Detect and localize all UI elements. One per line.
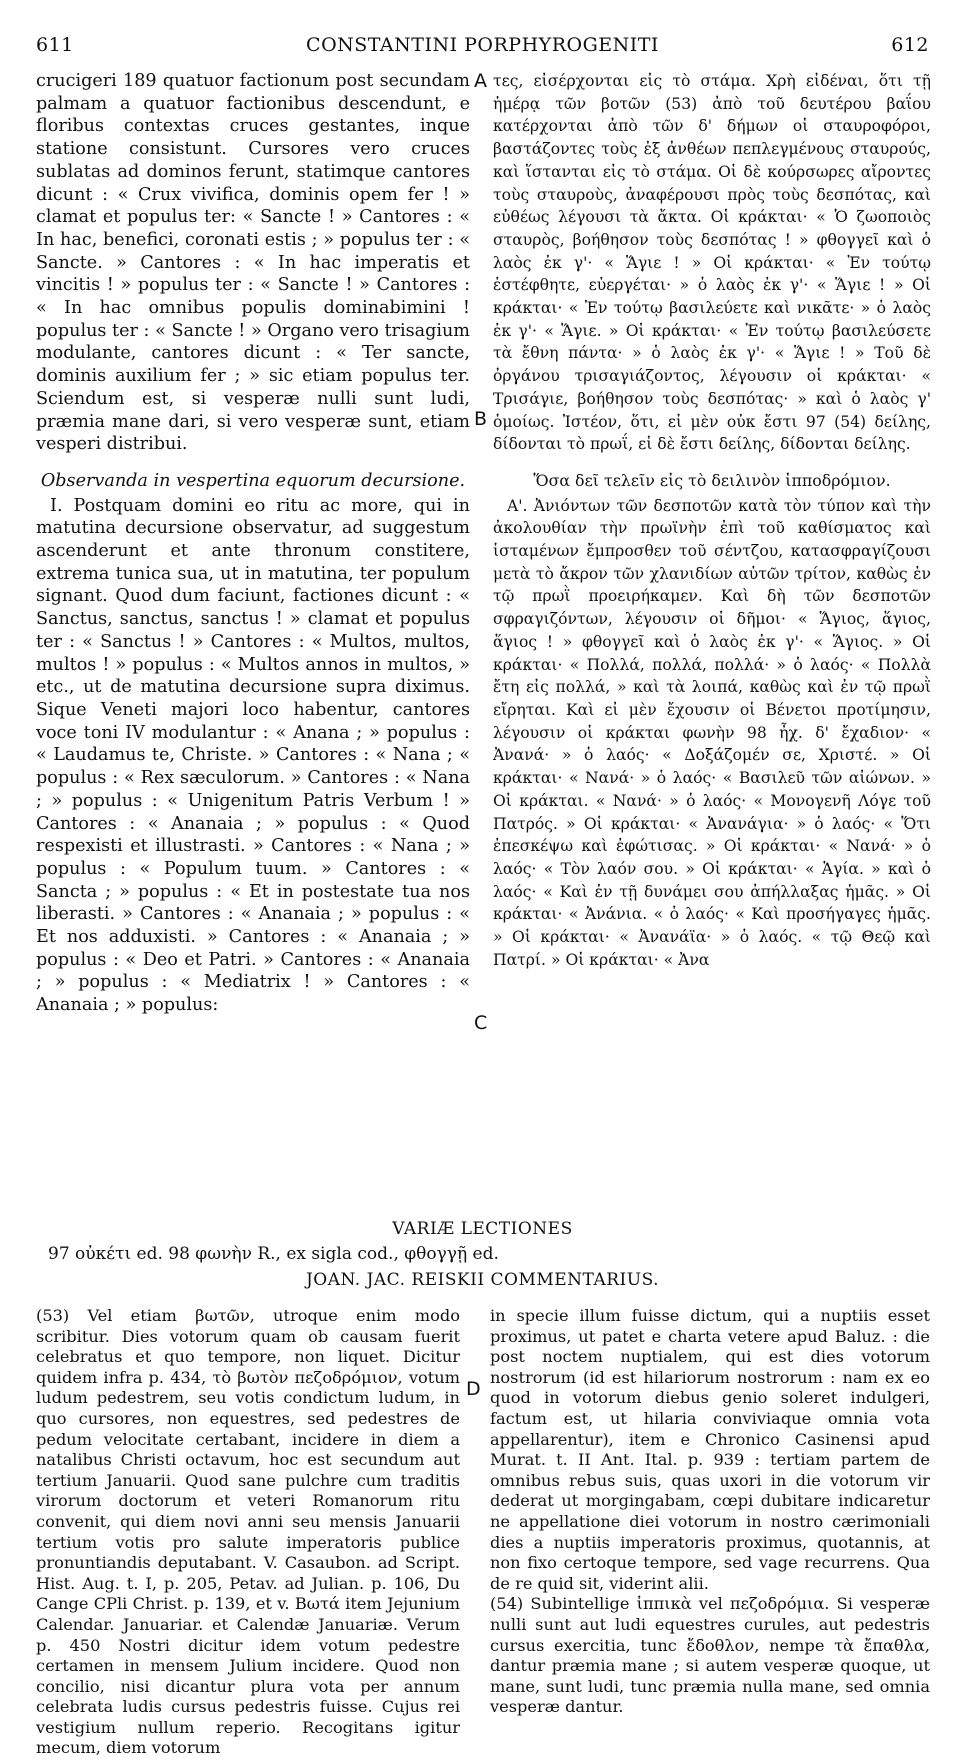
commentary-left-column: [36, 1306, 460, 1759]
latin-section-title: Observanda in vespertina equorum decursione.: [40, 470, 466, 491]
greek-column: [493, 70, 931, 971]
margin-marker-d: D: [466, 1378, 481, 1400]
latin-paragraph-1: crucigeri 189 quatuor factionum post secundam palmam a quatuor factionibus descendunt, e floribus contextas cruces gestantes, inque statione consistunt. Cursores vero cruces sublatas ad dominos ferunt, statimque cantores dicunt : « Crux vivifica, dominis opem fer ! » clamat et populus ter: « Sancte ! » Cantores : « In hac, benefici, coronati estis ; » populus ter : « Sancte. » Cantores : « In hac imperatis et vincitis ! » populus ter : « Sancte ! » Cantores : « In hac omnibus populis dominabimini ! populus ter : « Sancte ! » Organo vero trisagium modulante, cantores dicunt : « Ter sancte, dominis auxilium fer ; » sic etiam populus ter. Sciendum est, si vesperæ nulli sunt ludi, præmia mane dari, si vero vesperæ sunt, etiam vesperi distribui.: [36, 71, 470, 455]
commentary-title: JOAN. JAC. REISKII COMMENTARIUS.: [305, 1270, 660, 1290]
page-number-right: 612: [891, 34, 929, 56]
margin-marker-a: A: [474, 70, 487, 92]
page-number-left: 611: [36, 34, 74, 56]
commentary-note-53-continued: in specie illum fuisse dictum, qui a nuptiis esset proximus, ut patet e charta vetere apud Baluz. : die post noctem nuptialem, qui est dies votorum nostrorum (id est hilariorum nostrorum : nam ex eo quod in votorum diebus genio soleret indulgeri, factum est, ut hilaria conviviaque omnia vota appellarentur), item e Chronico Casinensi apud Murat. t. II Ant. Ital. p. 939 : tertiam partem de omnibus rebus suis, quas uxori in die votorum vir dederat ut morgingabam, cœpi dubitare indicaretur ne appellatione diei votorum in nostro cærimoniali dies a nuptiis imperatoris proximus, quotannis, at non fixo certoque tempore, sed vage recurrens. Qua de re quid sit, viderint alii.: [490, 1306, 930, 1593]
commentary-note-54: (54) Subintellige ἱππικὰ vel πεζοδρόμια. Si vesperæ nulli sunt aut ludi equestres curules, aut pedestris cursus exercitia, tunc ἔδοθλον, nempe τὰ ἔπαθλα, dantur præmia mane ; si autem vesperæ quoque, ut mane, sunt ludi, tunc præmia nulla mane, sed omnia vesperæ dantur.: [490, 1594, 930, 1717]
latin-paragraph-2: I. Postquam domini eo ritu ac more, qui in matutina decursione observatur, ad suggestum ascenderunt et ante thronum constitere, extrema tunica sua, ut in matutina, ter populum signant. Quod dum faciunt, factiones dicunt : « Sanctus, sanctus, sanctus ! » clamat et populus ter : « Sanctus ! » Cantores : « Multos, multos, multos ! » populus : « Multos annos in multos, » etc., ut de matutina decursione supra diximus. Sique Veneti majori loco habentur, cantores voce toni IV modulantur : « Anana ; » populus : « Laudamus te, Christe. » Cantores : « Nana ; « populus : « Rex sæculorum. » Cantores : « Nana ; » populus : « Unigenitum Patris Verbum ! » Cantores : « Ananaia ; » populus : « Quod respexisti et illustrasti. » Cantores : « Nana ; » populus : « Populum tuum. » Cantores : « Sancta ; » populus : « Et in postestate tua nos liberasti. » Cantores : « Ananaia ; » populus : « Et nos adduxisti. » Cantores : « Ananaia ; » populus : « Deo et Patri. » Cantores : « Ananaia ; » populus : « Mediatrix ! » Cantores : « Ananaia ; » populus:: [36, 495, 470, 1016]
variae-title: VARIÆ LECTIONES: [392, 1219, 573, 1239]
commentary-right-column: [490, 1306, 930, 1718]
greek-paragraph-2: Α'. Ἀνιόντων τῶν δεσποτῶν κατὰ τὸν τύπον καὶ τὴν ἀκολουθίαν τὴν πρωϊνὴν ἐπὶ τοῦ καθίσματος καὶ ἱσταμένων ἔμπροσθεν τοῦ σέντζου, κατασφραγίζουσι μετὰ τὸ ἄκρον τῶν χλανιδίων αὐτῶν τρίτον, καθὼς ἐν τῷ πρωῒ προειρήκαμεν. Καὶ δὴ τῶν δεσποτῶν σφραγιζόντων, λέγουσιν οἱ δῆμοι· « Ἅγιος, ἅγιος, ἅγιος ! » φθογγεῖ καὶ ὁ λαὸς ἐκ γ'· « Ἅγιος. » Οἱ κράκται· « Πολλά, πολλά, πολλά· » ὁ λαός· « Πολλὰ ἔτη εἰς πολλά, » καὶ τὰ λοιπά, καθὼς καὶ ἐν τῷ πρωῒ εἴρηται. Καὶ εἰ μὲν ἔχουσιν οἱ Βένετοι προτίμησιν, λέγουσιν οἱ κράκται φωνὴν 98 ἦχ. δ' ἔχαδιον· « Ἀνανά· » ὁ λαός· « Δοξάζομέν σε, Χριστέ. » Οἱ κράκται· « Νανά· » ὁ λαός· « Βασιλεῦ τῶν αἰώνων. » Οἱ κράκται. « Νανά· » ὁ λαός· « Μονογενῆ Λόγε τοῦ Πατρός. » Οἱ κράκται· « Ἀνανάγια· » ὁ λαός· « Ὅτι ἐπεσκέψω καὶ ἐφώτισας. » Οἱ κράκται· « Νανά· » ὁ λαός· « Τὸν λαόν σου. » Οἱ κράκται· « Ἁγία. » καὶ ὁ λαός· « Καὶ ἐν τῇ δυνάμει σου ἀπήλλαξας ἡμᾶς. » Οἱ κράκται· « Ἀνάνια. « ὁ λαός· « Καὶ προσήγαγες ἡμᾶς. » Οἱ κράκται· « Ἀνανάϊα· » ὁ λαός. « τῷ Θεῷ καὶ Πατρί. » Οἱ κράκται· « Ἀνα: [493, 496, 931, 969]
greek-section-title: Ὅσα δεῖ τελεῖν εἰς τὸ δειλινὸν ἱπποδρόμιον.: [533, 470, 891, 490]
variae-text: 97 οὐκέτι ed. 98 φωνὴν R., ex sigla cod., φθογγῇ ed.: [48, 1244, 499, 1264]
latin-column: [36, 70, 470, 1017]
margin-marker-b: B: [474, 408, 488, 430]
margin-marker-c: C: [474, 1012, 488, 1034]
commentary-note-53: (53) Vel etiam βωτῶν, utroque enim modo scribitur. Dies votorum quam ob causam fuerit celebratus et quo tempore, non liquet. Dicitur quidem infra p. 434, τὸ βωτὸν πεζοδρόμιον, votum ludum pedestrem, seu votis condictum ludum, in quo cursores, non equestres, sed pedestres de pedum velocitate certabant, incidere in diem a natalibus Christi octavum, hoc est secundum aut tertium Januarii. Quod sane pulchre cum traditis virorum doctorum et veteri Romanorum ritu convenit, qui diem novi anni seu mensis Januarii tertium votis pro salute imperatoris publice pronuntiandis deputabant. V. Casaubon. ad Script. Hist. Aug. t. I, p. 205, Petav. ad Julian. p. 106, Du Cange CPli Christ. p. 139, et v. Βωτά item Jejunium Calendar. Januariar. et Calendæ Januariæ. Verum p. 450 Nostri dicitur idem votum pedestre certamen in mensem Julium incidere. Quod non concilio, nisi dicantur plura vota per annum celebrata ludis cursus pedestris fuisse. Cujus rei vestigium nullum reperio. Recogitans igitur mecum, diem votorum: [36, 1306, 460, 1758]
greek-paragraph-1: τες, εἰσέρχονται εἰς τὸ στάμα. Χρὴ εἰδέναι, ὅτι τῇ ἡμέρᾳ τῶν βοτῶν (53) ἀπὸ τοῦ δευτέρου βαΐου κατέρχονται ἀπὸ τῶν δ' δήμων οἱ σταυροφόροι, βαστάζοντες τοὺς ἐξ ἀνθέων πεπλεγμένους σταυρούς, καὶ ἵστανται εἰς τὸ στάμα. Οἱ δὲ κούρσωρες αἴροντες τοὺς σταυροὺς, ἀναφέρουσι πρὸς τοὺς δεσπότας, καὶ εὐθέως λέγουσι τὰ ἄκτα. Οἱ κράκται· « Ὁ ζωοποιὸς σταυρὸς, βοήθησον τοὺς δεσπότας ! » φθογγεῖ καὶ ὁ λαὸς ἐκ γ'· « Ἅγιε ! » Οἱ κράκται· « Ἐν τούτῳ ἐστέφθητε, εὐεργέται· » ὁ λαὸς ἐκ γ'· « Ἅγιε ! » Οἱ κράκται· « Ἐν τούτῳ βασιλεύετε καὶ νικᾶτε· » ὁ λαὸς ἐκ γ'· « Ἅγιε. » Οἱ κράκται· « Ἐν τούτῳ βασιλεύσετε τὰ ἔθνη πάντα· » ὁ λαὸς ἐκ γ'· « Ἅγιε ! » Τοῦ δὲ ὀργάνου τρισαγιάζοντος, λέγουσιν οἱ κράκται· « Τρισάγιε, βοήθησον τοὺς δεσπότας· » καὶ ὁ λαὸς γ' ὁμοίως. Ἰστέον, ὅτι, εἰ μὲν οὐκ ἔστι 97 (54) δείλης, δίδονται τὸ πρωΐ, εἰ δὲ ἔστι δείλης, δίδονται δείλης.: [493, 72, 931, 454]
running-title: CONSTANTINI PORPHYROGENITI: [306, 34, 659, 56]
